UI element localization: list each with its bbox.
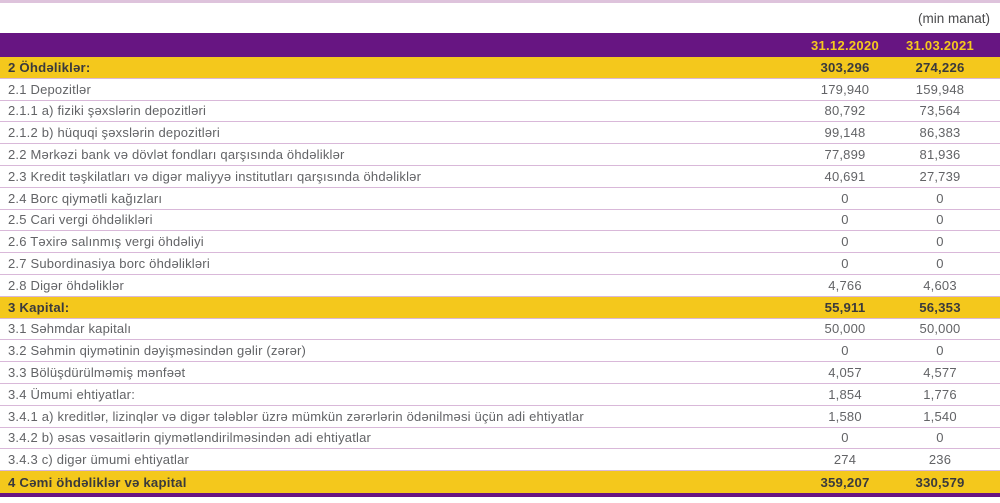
row-value-1: 80,792 [824,103,866,119]
table-row [0,275,1000,297]
row-label: 3.3 Bölüşdürülməmiş mənfəət [8,365,186,381]
row-value-2: 27,739 [919,168,961,184]
row-label: 2 Öhdəliklər: [8,59,91,75]
row-value-1: 77,899 [824,147,866,163]
row-value-2: 159,948 [915,81,965,97]
row-value-2: 4,577 [923,365,957,381]
row-value-1: 274 [833,452,857,468]
row-label: 2.2 Mərkəzi bank və dövlət fondları qarşısında öhdəliklər [8,147,345,163]
unit-note: (min manat) [917,10,990,26]
row-value-2: 0 [936,343,944,359]
row-value-2: 274,226 [915,59,965,75]
table-row [0,101,1000,123]
row-label: 2.1 Depozitlər [8,81,92,97]
row-label: 2.1.2 b) hüquqi şəxslərin depozitləri [8,125,220,141]
row-value-1: 1,854 [828,386,862,402]
row-value-2: 4,603 [923,277,957,293]
row-value-1: 4,766 [828,277,862,293]
row-value-2: 1,540 [923,408,957,424]
table-row [0,188,1000,210]
table-body [0,57,1000,493]
row-value-2: 81,936 [919,147,961,163]
row-value-2: 56,353 [919,299,961,315]
row-label: 2.5 Cari vergi öhdəlikləri [8,212,153,228]
column-header-date-2: 31.03.2021 [905,37,975,53]
row-value-1: 0 [841,212,849,228]
row-value-1: 359,207 [820,474,870,490]
column-header-date-1: 31.12.2020 [810,37,880,53]
row-value-1: 99,148 [824,125,866,141]
row-value-1: 1,580 [828,408,862,424]
table-row [0,297,1000,319]
table-row [0,340,1000,362]
row-value-2: 50,000 [919,321,961,337]
row-label: 3.2 Səhmin qiymətinin dəyişməsindən gəlir (zərər) [8,343,307,359]
table-header-row [0,33,1000,57]
row-label: 2.1.1 a) fiziki şəxslərin depozitləri [8,103,207,119]
row-value-1: 50,000 [824,321,866,337]
table-row [0,122,1000,144]
table-row [0,79,1000,101]
row-value-2: 0 [936,212,944,228]
row-value-1: 0 [841,234,849,250]
row-label: 4 Cəmi öhdəliklər və kapital [8,474,187,490]
row-value-1: 0 [841,343,849,359]
row-value-2: 0 [936,430,944,446]
table-row [0,406,1000,428]
row-label: 2.8 Digər öhdəliklər [8,277,125,293]
table-row [0,362,1000,384]
unit-note-row [0,3,1000,33]
table-row [0,384,1000,406]
table-row [0,210,1000,232]
table-row [0,449,1000,471]
row-value-1: 40,691 [824,168,866,184]
row-value-2: 86,383 [919,125,961,141]
row-value-1: 179,940 [820,81,870,97]
row-value-2: 0 [936,256,944,272]
row-label: 3 Kapital: [8,299,70,315]
row-value-1: 0 [841,430,849,446]
row-value-2: 0 [936,190,944,206]
bottom-divider [0,493,1000,497]
table-row [0,144,1000,166]
table-row [0,231,1000,253]
row-value-2: 0 [936,234,944,250]
row-value-1: 303,296 [820,59,870,75]
row-label: 3.4.2 b) əsas vəsaitlərin qiymətləndirilməsindən adi ehtiyatlar [8,430,372,446]
row-value-2: 1,776 [923,386,957,402]
table-row [0,253,1000,275]
row-value-1: 4,057 [828,365,862,381]
row-value-1: 0 [841,190,849,206]
table-row [0,57,1000,79]
row-label: 3.4 Ümumi ehtiyatlar: [8,386,136,402]
table-row [0,166,1000,188]
table-row [0,471,1000,493]
table-row [0,428,1000,450]
row-label: 2.4 Borc qiymətli kağızları [8,190,163,206]
row-label: 2.6 Təxirə salınmış vergi öhdəliyi [8,234,204,250]
row-label: 2.7 Subordinasiya borc öhdəlikləri [8,256,210,272]
row-label: 3.4.1 a) kreditlər, lizinqlər və digər tələblər üzrə mümkün zərərlərin ödənilməsi üçün adi ehtiyatlar [8,408,584,424]
row-value-1: 55,911 [824,299,866,315]
row-value-1: 0 [841,256,849,272]
row-value-2: 236 [928,452,952,468]
row-value-2: 330,579 [915,474,965,490]
row-label: 2.3 Kredit təşkilatları və digər maliyyə institutları qarşısında öhdəliklər [8,168,422,184]
row-value-2: 73,564 [919,103,961,119]
table-row [0,319,1000,341]
row-label: 3.4.3 c) digər ümumi ehtiyatlar [8,452,190,468]
row-label: 3.1 Səhmdar kapitalı [8,321,132,337]
